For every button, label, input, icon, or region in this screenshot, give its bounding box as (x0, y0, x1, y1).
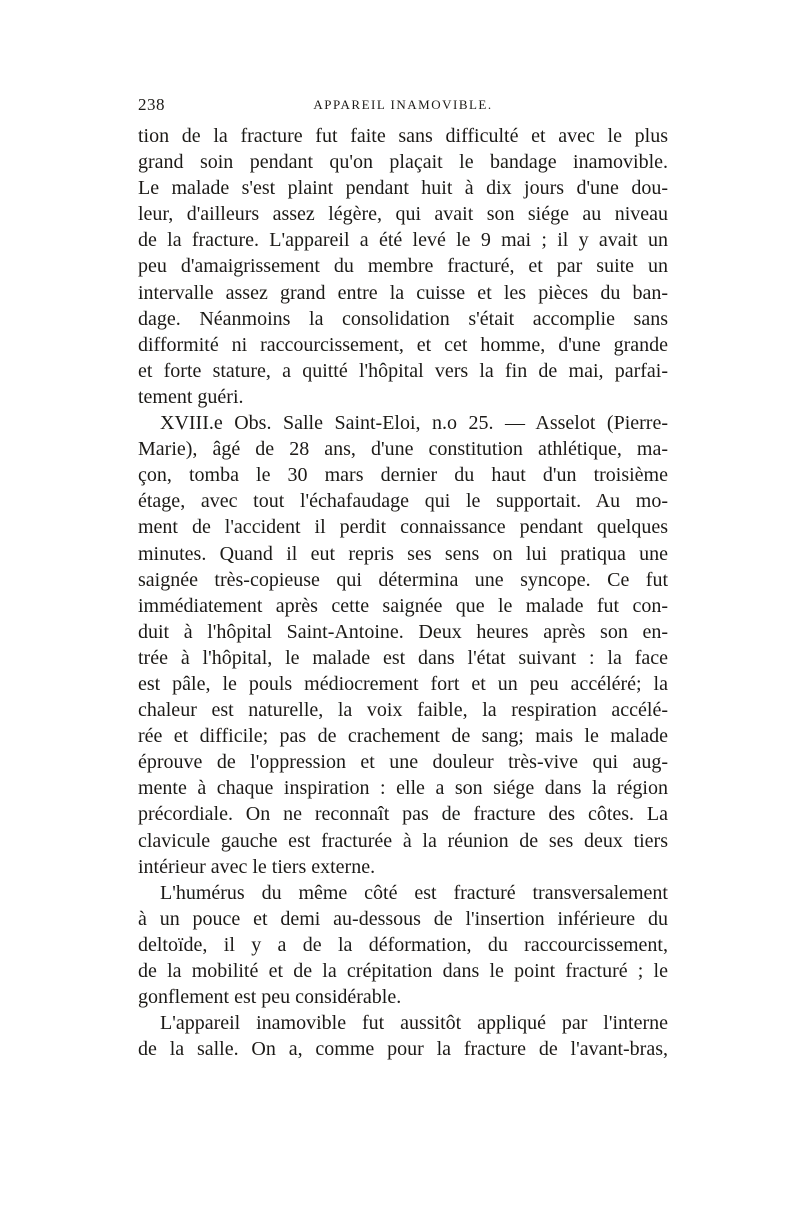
text-line: rée et difficile; pas de crachement de sang; mais le malade (138, 725, 668, 748)
text-line: chaleur est naturelle, la voix faible, la respiration accélé- (138, 699, 668, 722)
text-line: immédiatement après cette saignée que le malade fut con- (138, 594, 668, 617)
text-line: L'appareil inamovible fut aussitôt appliqué par l'interne (160, 1012, 668, 1035)
text-line: étage, avec tout l'échafaudage qui le supportait. Au mo- (138, 490, 668, 513)
body-text (138, 123, 668, 1062)
text-line: dage. Néanmoins la consolidation s'était accomplie sans (138, 307, 668, 330)
page-number: 238 (138, 95, 165, 114)
text-line: mente à chaque inspiration : elle a son siége dans la région (138, 777, 668, 800)
text-line: L'humérus du même côté est fracturé transversalement (160, 881, 668, 904)
text-line: trée à l'hôpital, le malade est dans l'état suivant : la face (138, 646, 668, 669)
text-line: grand soin pendant qu'on plaçait le bandage inamovible. (138, 151, 668, 174)
text-line: tion de la fracture fut faite sans difficulté et avec le plus (138, 125, 668, 147)
text-line: gonflement est peu considérable. (138, 986, 402, 1009)
text-line: difformité ni raccourcissement, et cet homme, d'une grande (138, 333, 668, 356)
text-line: duit à l'hôpital Saint-Antoine. Deux heures après son en- (138, 620, 668, 643)
text-line: est pâle, le pouls médiocrement fort et un peu accéléré; la (138, 672, 668, 695)
text-line: minutes. Quand il eut repris ses sens on lui pratiqua une (138, 542, 668, 565)
text-line: de la salle. On a, comme pour la fracture de l'avant-bras, (138, 1038, 668, 1061)
observation-heading-line: XVIII.e Obs. Salle Saint-Eloi, n.o 25. — Asselot (Pierre- (160, 412, 668, 435)
text-line: tement guéri. (138, 385, 244, 408)
text-line: précordiale. On ne reconnaît pas de fracture des côtes. La (138, 803, 668, 826)
text-line: de la mobilité et de la crépitation dans le point fracturé ; le (138, 960, 668, 982)
text-line: intervalle assez grand entre la cuisse et les pièces du ban- (138, 281, 668, 304)
page-header (138, 95, 668, 117)
text-line: et forte stature, a quitté l'hôpital vers la fin de mai, parfai- (138, 359, 668, 382)
text-line: leur, d'ailleurs assez légère, qui avait son siége au niveau (138, 203, 668, 226)
text-line: çon, tomba le 30 mars dernier du haut d'un troisième (138, 464, 668, 487)
text-line: clavicule gauche est fracturée à la réunion de ses deux tiers (138, 829, 668, 852)
text-line: Le malade s'est plaint pendant huit à dix jours d'une dou- (138, 177, 668, 200)
text-line: Marie), âgé de 28 ans, d'une constitution athlétique, ma- (138, 438, 668, 461)
text-line: de la fracture. L'appareil a été levé le 9 mai ; il y avait un (138, 229, 668, 252)
text-line: intérieur avec le tiers externe. (138, 855, 376, 878)
running-head: APPAREIL INAMOVIBLE. (313, 97, 493, 112)
text-line: peu d'amaigrissement du membre fracturé, et par suite un (138, 255, 668, 278)
text-line: à un pouce et demi au-dessous de l'insertion inférieure du (138, 907, 668, 930)
text-line: saignée très-copieuse qui détermina une syncope. Ce fut (138, 568, 668, 591)
text-line: éprouve de l'oppression et une douleur très-vive qui aug- (138, 751, 668, 774)
text-line: deltoïde, il y a de la déformation, du raccourcissement, (138, 933, 668, 956)
text-line: ment de l'accident il perdit connaissance pendant quelques (138, 516, 668, 539)
